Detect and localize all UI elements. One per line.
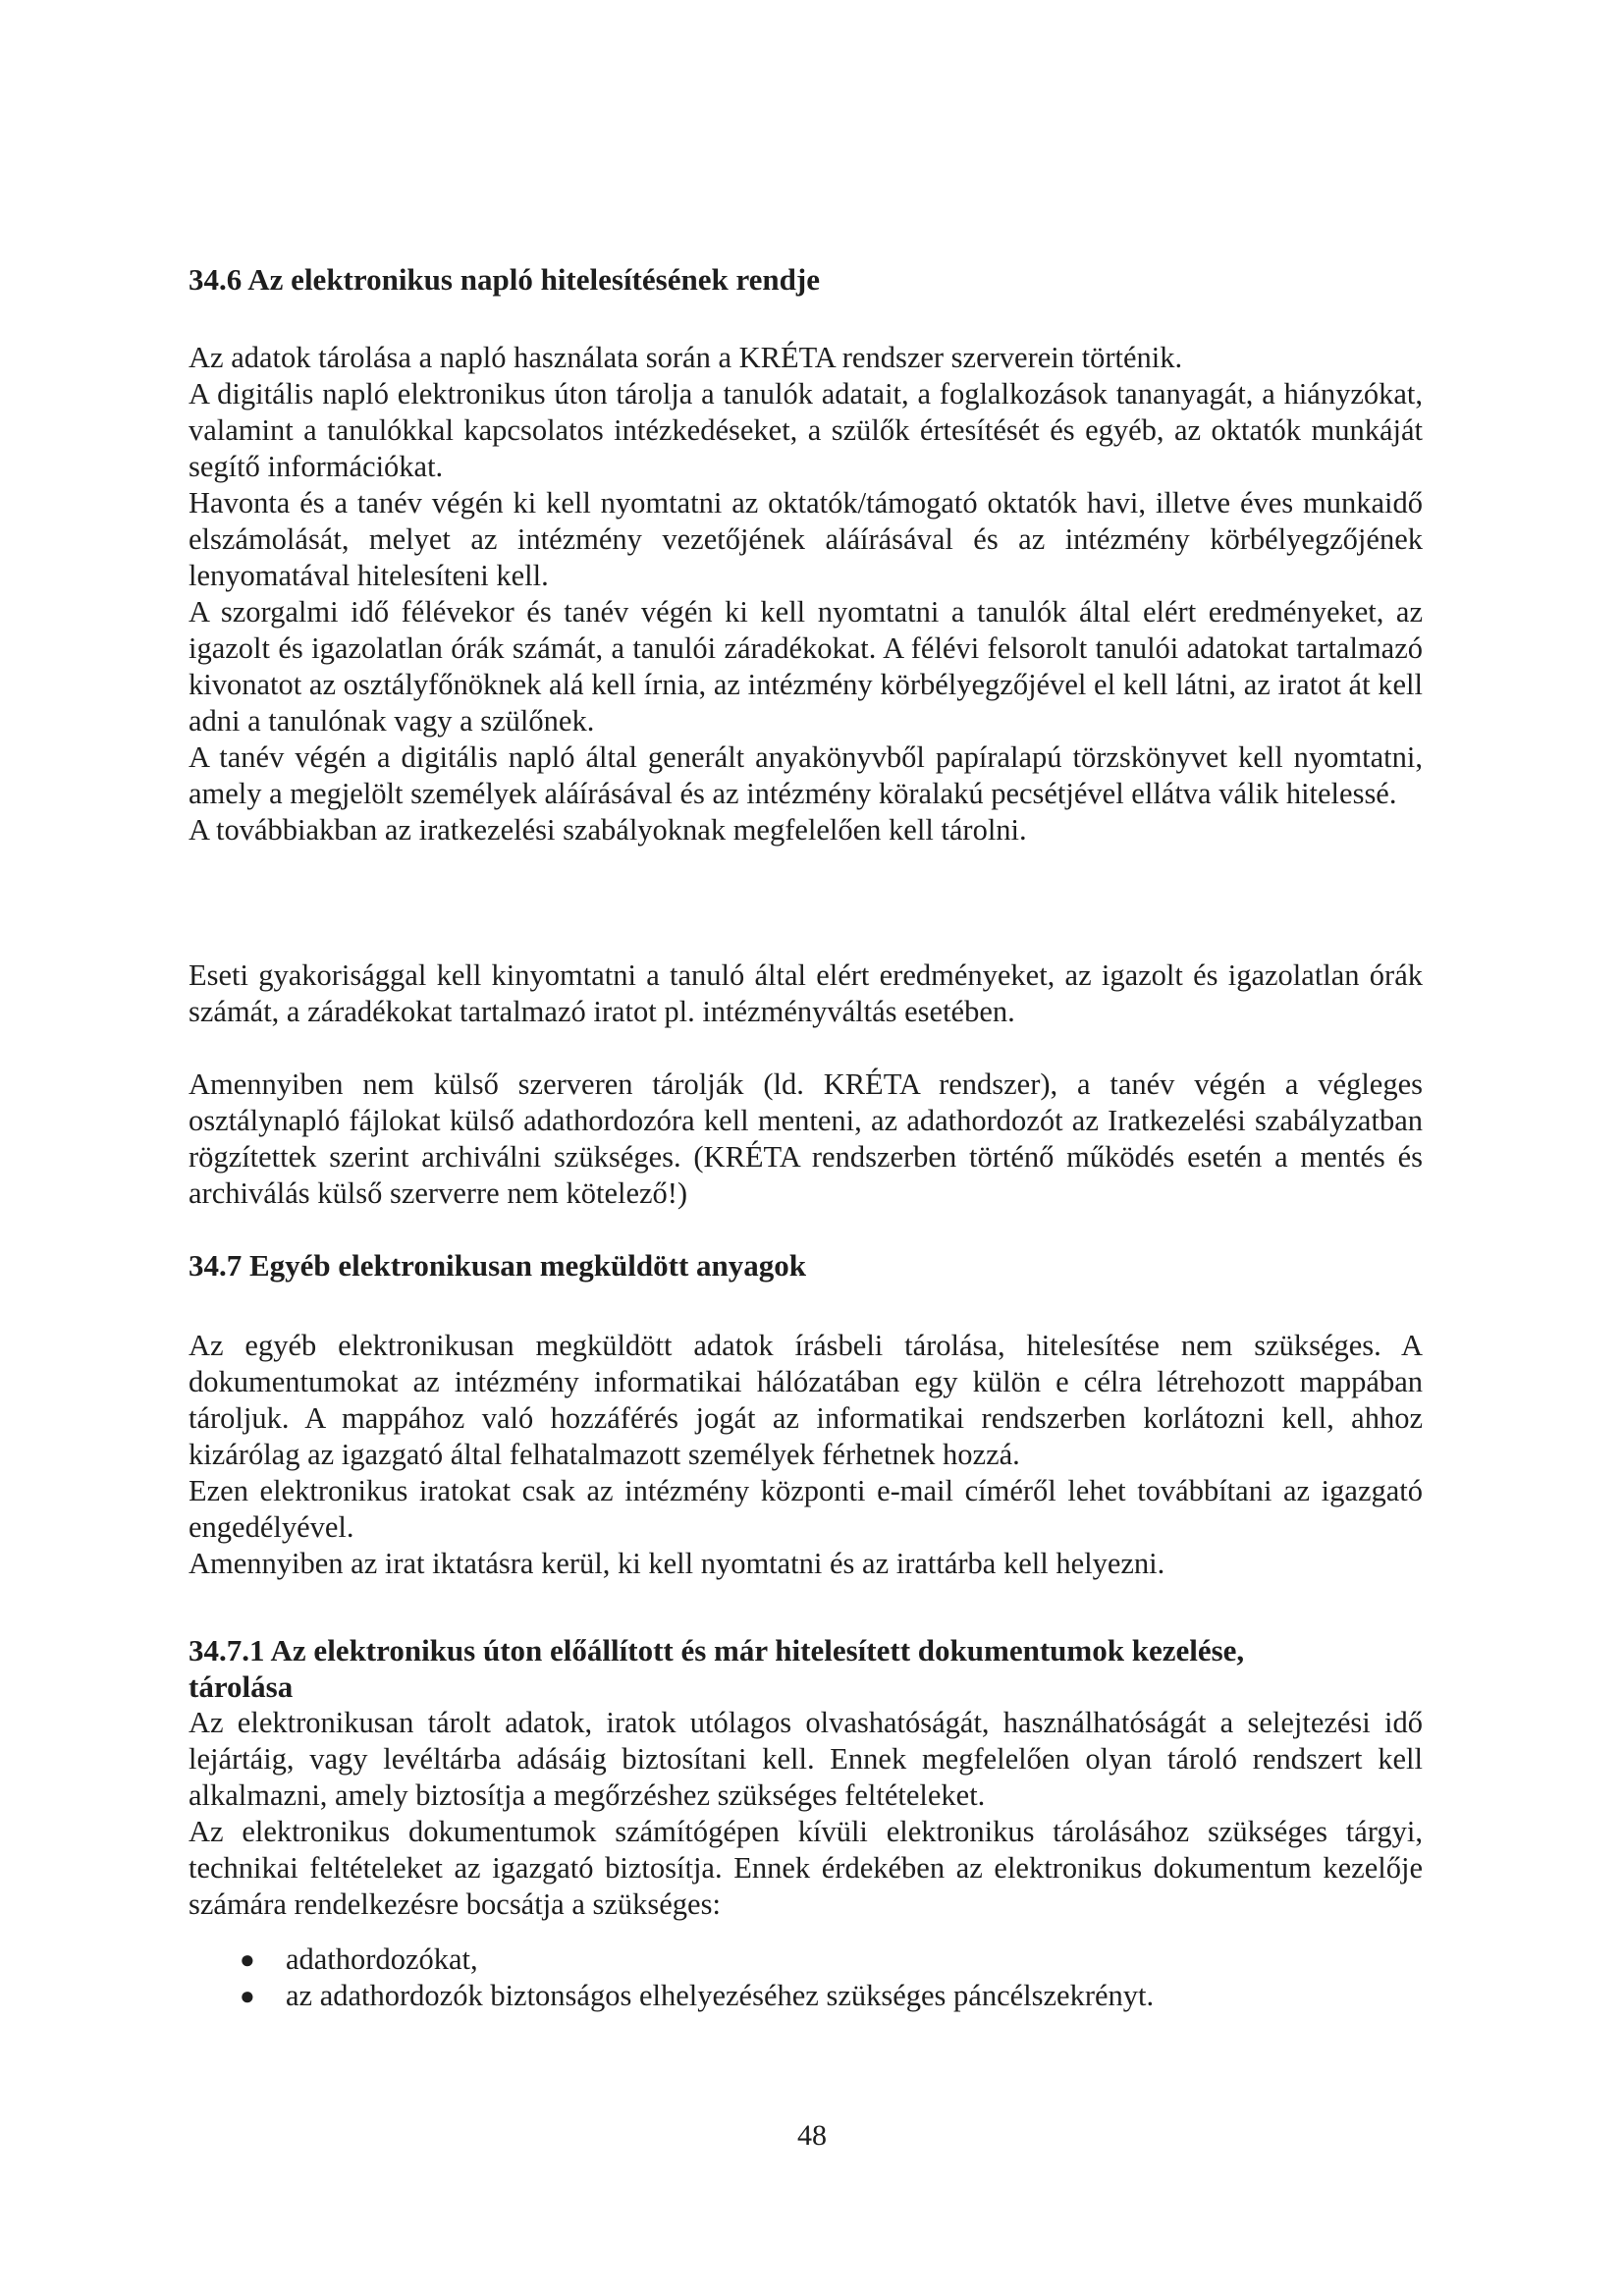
bullet-list: [189, 1941, 1423, 2014]
paragraph: Havonta és a tanév végén ki kell nyomtatni az oktatók/támogató oktatók havi, illetve éves munkaidő elszámolását, melyet az intézmény vezetőjének aláírásával és az intézmény körbélyegzőjének lenyomatával hitelesíteni kell.: [189, 486, 1423, 592]
list-item: [189, 1941, 1423, 1978]
list-item-text: az adathordozók biztonságos elhelyezéséhez szükséges páncélszekrényt.: [286, 1979, 1155, 2012]
list-item-text: adathordozókat,: [286, 1942, 478, 1976]
section-34-7-body: [189, 1328, 1423, 1582]
section-34-6-body: [189, 340, 1423, 848]
paragraph: A továbbiakban az iratkezelési szabályoknak megfelelően kell tárolni.: [189, 813, 1027, 847]
paragraph: Az egyéb elektronikusan megküldött adatok írásbeli tárolása, hitelesítése nem szükséges. A dokumentumokat az intézmény informatikai hálózatában egy külön e célra létrehozott mappában tároljuk. A mappához való hozzáférés jogát az informatikai rendszerben korlátozni kell, ahhoz kizárólag az igazgató által felhatalmazott személyek férhetnek hozzá.: [189, 1329, 1423, 1471]
paragraph: Amennyiben nem külső szerveren tárolják (ld. KRÉTA rendszer), a tanév végén a végleges osztálynapló fájlokat külső adathordozóra kell menteni, az adathordozót az Iratkezelési szabályzatban rögzítettek szerint archiválni szükséges. (KRÉTA rendszerben történő működés esetén a mentés és archiválás külső szerverre nem kötelező!): [189, 1067, 1423, 1210]
section-34-7-1-body: [189, 1705, 1423, 1923]
bullet-icon: ●: [240, 1982, 255, 2010]
paragraph: Az elektronikus dokumentumok számítógépen kívüli elektronikus tárolásához szükséges tárgyi, technikai feltételeket az igazgató biztosítja. Ennek érdekében az elektronikus dokumentum kezelője számára rendelkezésre bocsátja a szükséges:: [189, 1815, 1423, 1921]
paragraph: Amennyiben az irat iktatásra kerül, ki kell nyomtatni és az irattárba kell helyezni.: [189, 1547, 1165, 1580]
section-34-7: [189, 1247, 1423, 1284]
list-item: [189, 1978, 1423, 2014]
section-34-7-1: [189, 1632, 1423, 1705]
paragraph: Ezen elektronikus iratokat csak az intézmény központi e-mail címéről lehet továbbítani az igazgató engedélyével.: [189, 1474, 1423, 1544]
section-heading-34-6: 34.6 Az elektronikus napló hitelesítésének rendje: [189, 262, 820, 297]
paragraph: A digitális napló elektronikus úton tárolja a tanulók adatait, a foglalkozások tananyagát, a hiányzókat, valamint a tanulókkal kapcsolatos intézkedéseket, a szülők értesítését és egyéb, az oktatók munkáját segítő információkat.: [189, 377, 1423, 483]
page-number: 48: [797, 2119, 827, 2152]
paragraph: Az elektronikusan tárolt adatok, iratok utólagos olvashatóságát, használhatóságát a selejtezési idő lejártáig, vagy levéltárba adásáig biztosítani kell. Ennek megfelelően olyan tároló rendszert kell alkalmazni, amely biztosítja a megőrzéshez szükséges feltételeket.: [189, 1706, 1423, 1812]
paragraph: Az adatok tárolása a napló használata során a KRÉTA rendszer szerverein történik.: [189, 341, 1183, 374]
paragraph-archiving: [189, 1066, 1423, 1212]
section-heading-34-7-1: 34.7.1 Az elektronikus úton előállított és már hitelesített dokumentumok kezelése, tárolása: [189, 1633, 1245, 1704]
bullet-icon: ●: [240, 1945, 255, 1974]
paragraph: Eseti gyakorisággal kell kinyomtatni a tanuló által elért eredményeket, az igazolt és igazolatlan órák számát, a záradékokat tartalmazó iratot pl. intézményváltás esetében.: [189, 958, 1423, 1028]
paragraph: A tanév végén a digitális napló által generált anyakönyvből papíralapú törzskönyvet kell nyomtatni, amely a megjelölt személyek aláírásával és az intézmény köralakú pecsétjével ellátva válik hitelessé.: [189, 740, 1423, 810]
section-heading-34-7: 34.7 Egyéb elektronikusan megküldött anyagok: [189, 1248, 807, 1283]
paragraph: A szorgalmi idő félévekor és tanév végén ki kell nyomtatni a tanulók által elért eredményeket, az igazolt és igazolatlan órák számát, a tanulói záradékokat. A félévi felsorolt tanulói adatokat tartalmazó kivonatot az osztályfőnöknek alá kell írnia, az intézmény körbélyegzőjével el kell látni, az iratot át kell adni a tanulónak vagy a szülőnek.: [189, 595, 1423, 738]
section-34-6: [189, 261, 1423, 298]
paragraph-occasional-printing: [189, 957, 1423, 1030]
